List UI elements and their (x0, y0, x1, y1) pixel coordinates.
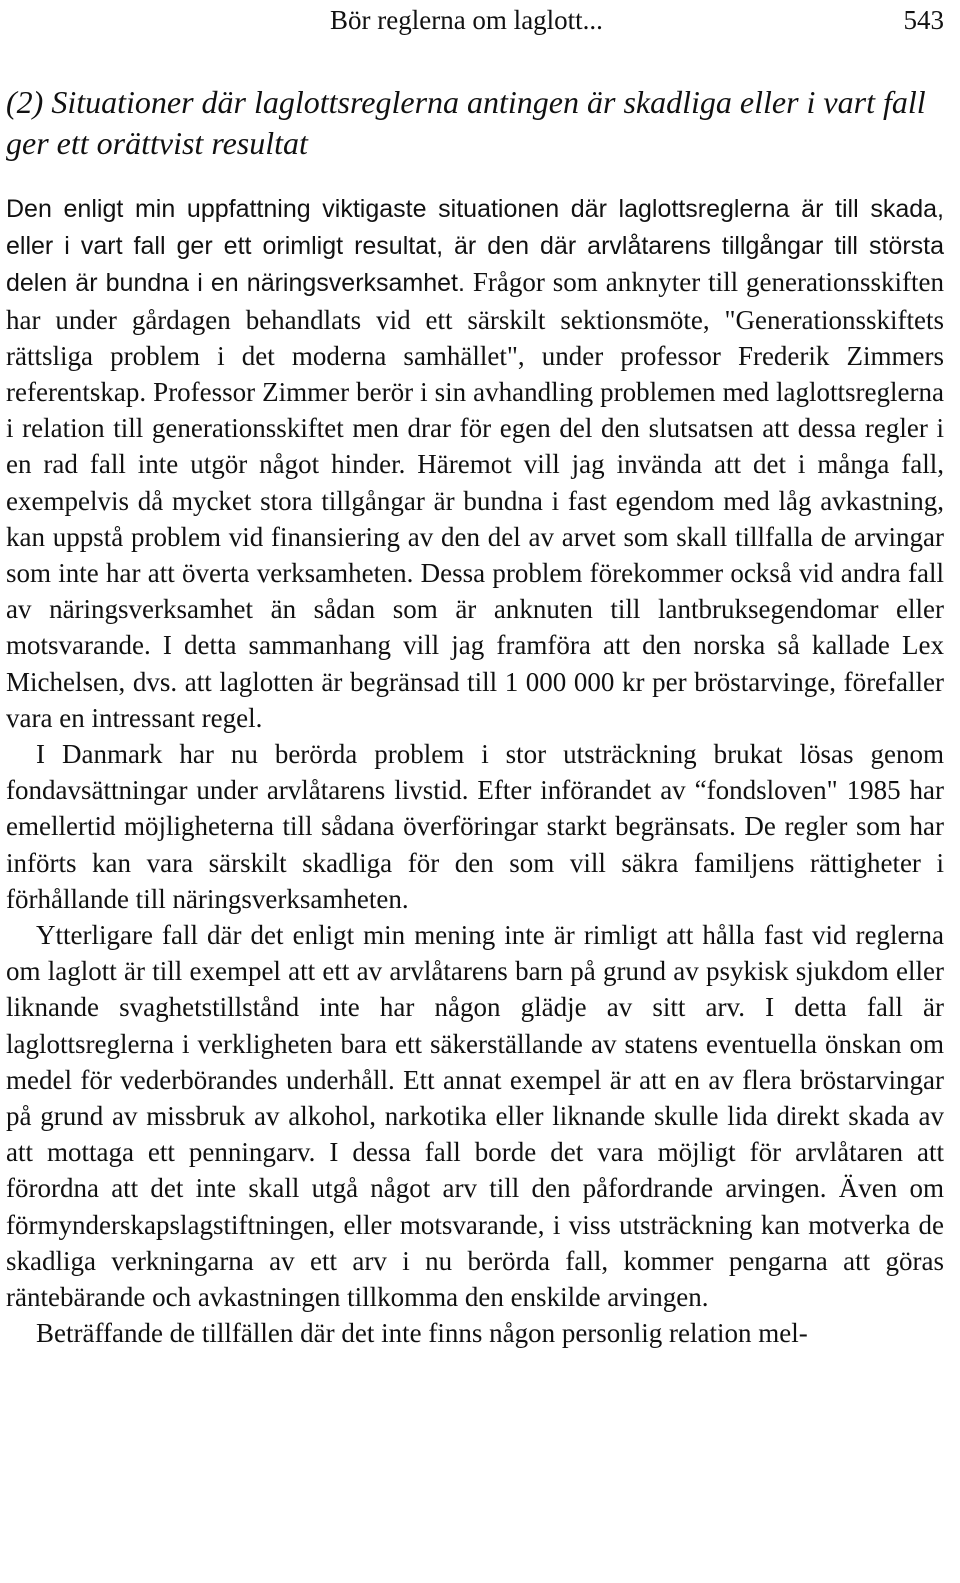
paragraph-2: I Danmark har nu berörda problem i stor utsträckning brukat lösas genom fondavsättningar under arvlåtarens livstid. Efter införandet av “fondsloven" 1985 har emellertid möjligheterna till sådana överföringar starkt begränsats. De regler som har införts kan vara särskilt skadliga för den som vill säkra familjens rättigheter i förhållande till näringsverksamheten. (6, 739, 944, 914)
paragraph-4: Beträffande de tillfällen där det inte finns någon personlig relation mel- (36, 1318, 808, 1349)
page-number: 543 (903, 5, 944, 35)
paragraph-3: Ytterligare fall där det enligt min mening inte är rimligt att hålla fast vid reglerna om laglott är till exempel att ett av arvlåtarens barn på grund av psykisk sjukdom eller liknande svaghetstillstånd inte har någon glädje av sitt arv. I detta fall är laglottsreglerna i verkligheten bara ett säkerställande av statens eventuella önskan om medel för vederbörandes underhåll. Ett annat exempel är att en av flera bröstarvingar på grund av missbruk av alkohol, narkotika eller liknande skulle lida direkt skada av att mottaga ett penningarv. I dessa fall borde det vara möjligt för arvlåtaren att förordna att det inte skall utgå något arv till den påfordrande arvingen. Även om förmynderskapslagstiftningen, eller motsvarande, i viss utsträckning kan motverka de skadliga verkningarna av ett arv i nu berörda fall, kommer pengarna att göras räntebärande och avkastningen tillkomma den enskilde arvingen. (6, 920, 944, 1313)
paragraph-1-text: Frågor som anknyter till generationsskiften har under gårdagen behandlats vid ett särskilt sektionsmöte, "Generationsskiftets rättsliga problem i det moderna samhället", under professor Frederik Zimmers referentskap. Professor Zimmer berör i sin avhandling problemen med laglottsreglerna i relation till generationsskiftet men drar för egen del den slutsatsen att dessa regler i en rad fall inte utgör något hinder. Häremot vill jag invända att det i många fall, exempelvis då mycket stora tillgångar är bundna i fast egendom med låg avkastning, kan uppstå problem vid finansiering av den del av arvet som skall tillfalla de arvingar som inte har att överta verksamheten. Dessa problem förekommer också vid andra fall av näringsverksamhet än sådan som är anknuten till lantbruksegendomar eller motsvarande. I detta sammanhang vill jag framföra att den norska så kallade Lex Michelsen, dvs. att laglotten är begränsad till 1 000 000 kr per bröstarvinge, förefaller vara en intressant regel. (6, 267, 944, 733)
paragraph-1-lead: Den enligt min uppfattning viktigaste situationen där laglottsreglerna är till skada, eller i vart fall ger ett orimligt resultat, är den där arvlåtarens tillgångar till största delen är bundna i en näringsverksamhet. (6, 195, 944, 298)
running-header (0, 2, 960, 38)
section-heading: (2) Situationer där laglottsreglerna antingen är skadliga eller i vart fall ger ett orättvist resultat (6, 84, 926, 161)
body-text (6, 190, 944, 1352)
paragraph-1 (6, 190, 944, 736)
running-title: Bör reglerna om laglott... (330, 5, 603, 35)
